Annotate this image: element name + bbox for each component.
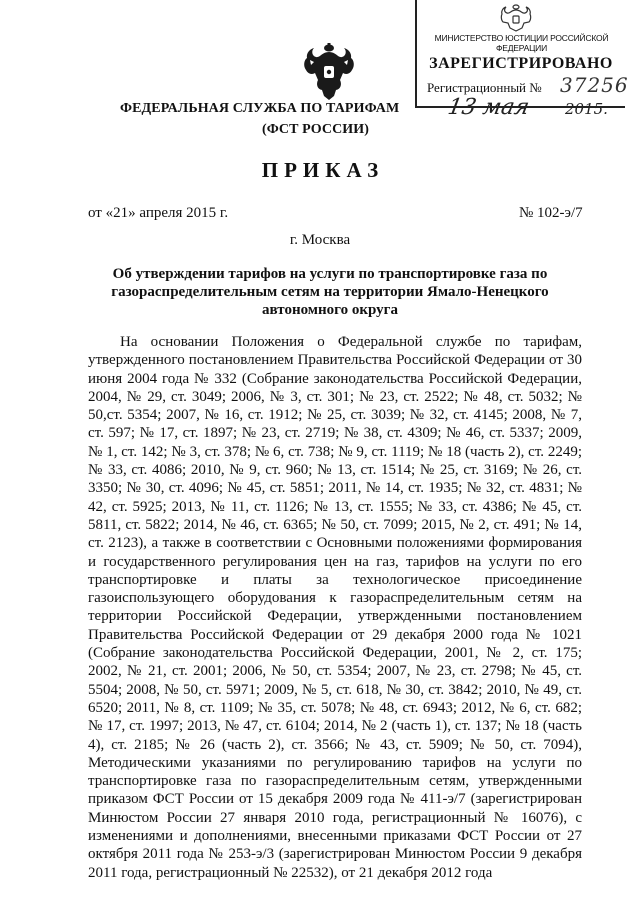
order-body-paragraph: На основании Положения о Федеральной службе по тарифам, утвержденного постановлением Правительства Российской Федерации от 30 июня 2004 года № 332 (Собрание законодательства Российской Федерации, 2004, № 29, ст. 3049; 2006, № 3, ст. 301; № 23, ст. 2522; № 48, ст. 5032; № 50,ст. 5354; 2007, № 16, ст. 1912; № 25, ст. 3039; № 32, ст. 4145; 2008, № 7, ст. 597; № 17, ст. 1897; № 23, ст. 2719; № 38, ст. 4309; № 46, ст. 5337; 2009, № 1, ст. 142; № 3, ст. 378; № 6, ст. 738; № 9, ст. 1119; № 18 (часть 2), ст. 2249; № 33, ст. 4086; 2010, № 9, ст. 960; № 13, ст. 1514; № 25, ст. 3169; № 26, ст. 3350; № 30, ст. 4096; № 45, ст. 5851; 2011, № 14, ст. 1935; № 32, ст. 4831; № 42, ст. 5925; 2013, № 11, ст. 1126; № 13, ст. 1555; № 33, ст. 4386; № 45, ст. 5811, ст. 5822; 2014, № 46, ст. 6365; № 50, ст. 7099; 2015, № 2, ст. 491; № 14, ст. 2123), а также в соответствии с Основными положениями формирования и государственного регулирования цен на газ, тарифов на услуги по его транспортировке и платы за технологическое присоединение газоиспользующего оборудования к газораспределительным сетям на территории Российской Федерации, утвержденными постановлением Правительства Российской Федерации от 29 декабря 2000 года № 1021 (Собрание законодательства Российской Федерации, 2001, № 2, ст. 175; 2002, № 21, ст. 2001; 2006, № 50, ст. 5354; 2007, № 23, ст. 2798; № 45, ст. 5504; 2008, № 50, ст. 5971; 2009, № 5, ст. 618, № 30, ст. 3842; 2010, № 49, ст. 6520; 2011, № 8, ст. 1109; № 35, ст. 5078; № 48, ст. 6943; 2012, № 6, ст. 682; № 17, ст. 1997; 2013, № 47, ст. 6104; 2014, № 2 (часть 1), ст. 137; № 18 (часть 4), ст. 2185; № 26 (часть 2), ст. 3566; № 43, ст. 5909; № 50, ст. 7094), Методическими указаниями по регулированию тарифов на услуги по транспортировке газа по газораспределительным сетям, утвержденными приказом ФСТ России от 15 декабря 2009 года № 411-э/7 (зарегистрирован Минюстом России 27 января 2010 года, регистрационный № 16076), с изменениями и дополнениями, внесенными приказами ФСТ России от 27 октября 2011 года № 253-э/3 (зарегистрирован Минюстом России 9 декабря 2011 года, регистрационный № 22532), от 21 декабря 2012 года	[88, 334, 582, 881]
agency-abbreviation: (ФСТ РОССИИ)	[262, 122, 370, 137]
stamp-registration-number: 37256	[560, 73, 629, 97]
stamp-registration-label: Регистрационный №	[427, 80, 542, 95]
stamp-emblem-icon	[500, 3, 532, 33]
stamp-year-handwritten: 2015.	[565, 100, 608, 118]
stamp-ministry: МИНИСТЕРСТВО ЮСТИЦИИ РОССИЙСКОЙ ФЕДЕРАЦИИ	[434, 33, 609, 53]
order-date: от «21» апреля 2015 г.	[88, 205, 229, 221]
agency-name: ФЕДЕРАЛЬНАЯ СЛУЖБА ПО ТАРИФАМ	[120, 101, 400, 116]
order-subject: Об утверждении тарифов на услуги по транспортировке газа по газораспределительным сетям на территории Ямало-Ненецкого автономного округа	[111, 266, 549, 318]
stamp-registered-label: ЗАРЕГИСТРИРОВАНО	[429, 55, 613, 72]
emblem-icon	[302, 40, 356, 102]
document-title: ПРИКАЗ	[261, 158, 385, 182]
order-number: № 102-э/7	[519, 205, 583, 221]
stamp-date-handwritten: 13 мая	[445, 95, 532, 120]
registration-stamp	[415, 0, 629, 108]
order-city: г. Москва	[289, 232, 351, 248]
